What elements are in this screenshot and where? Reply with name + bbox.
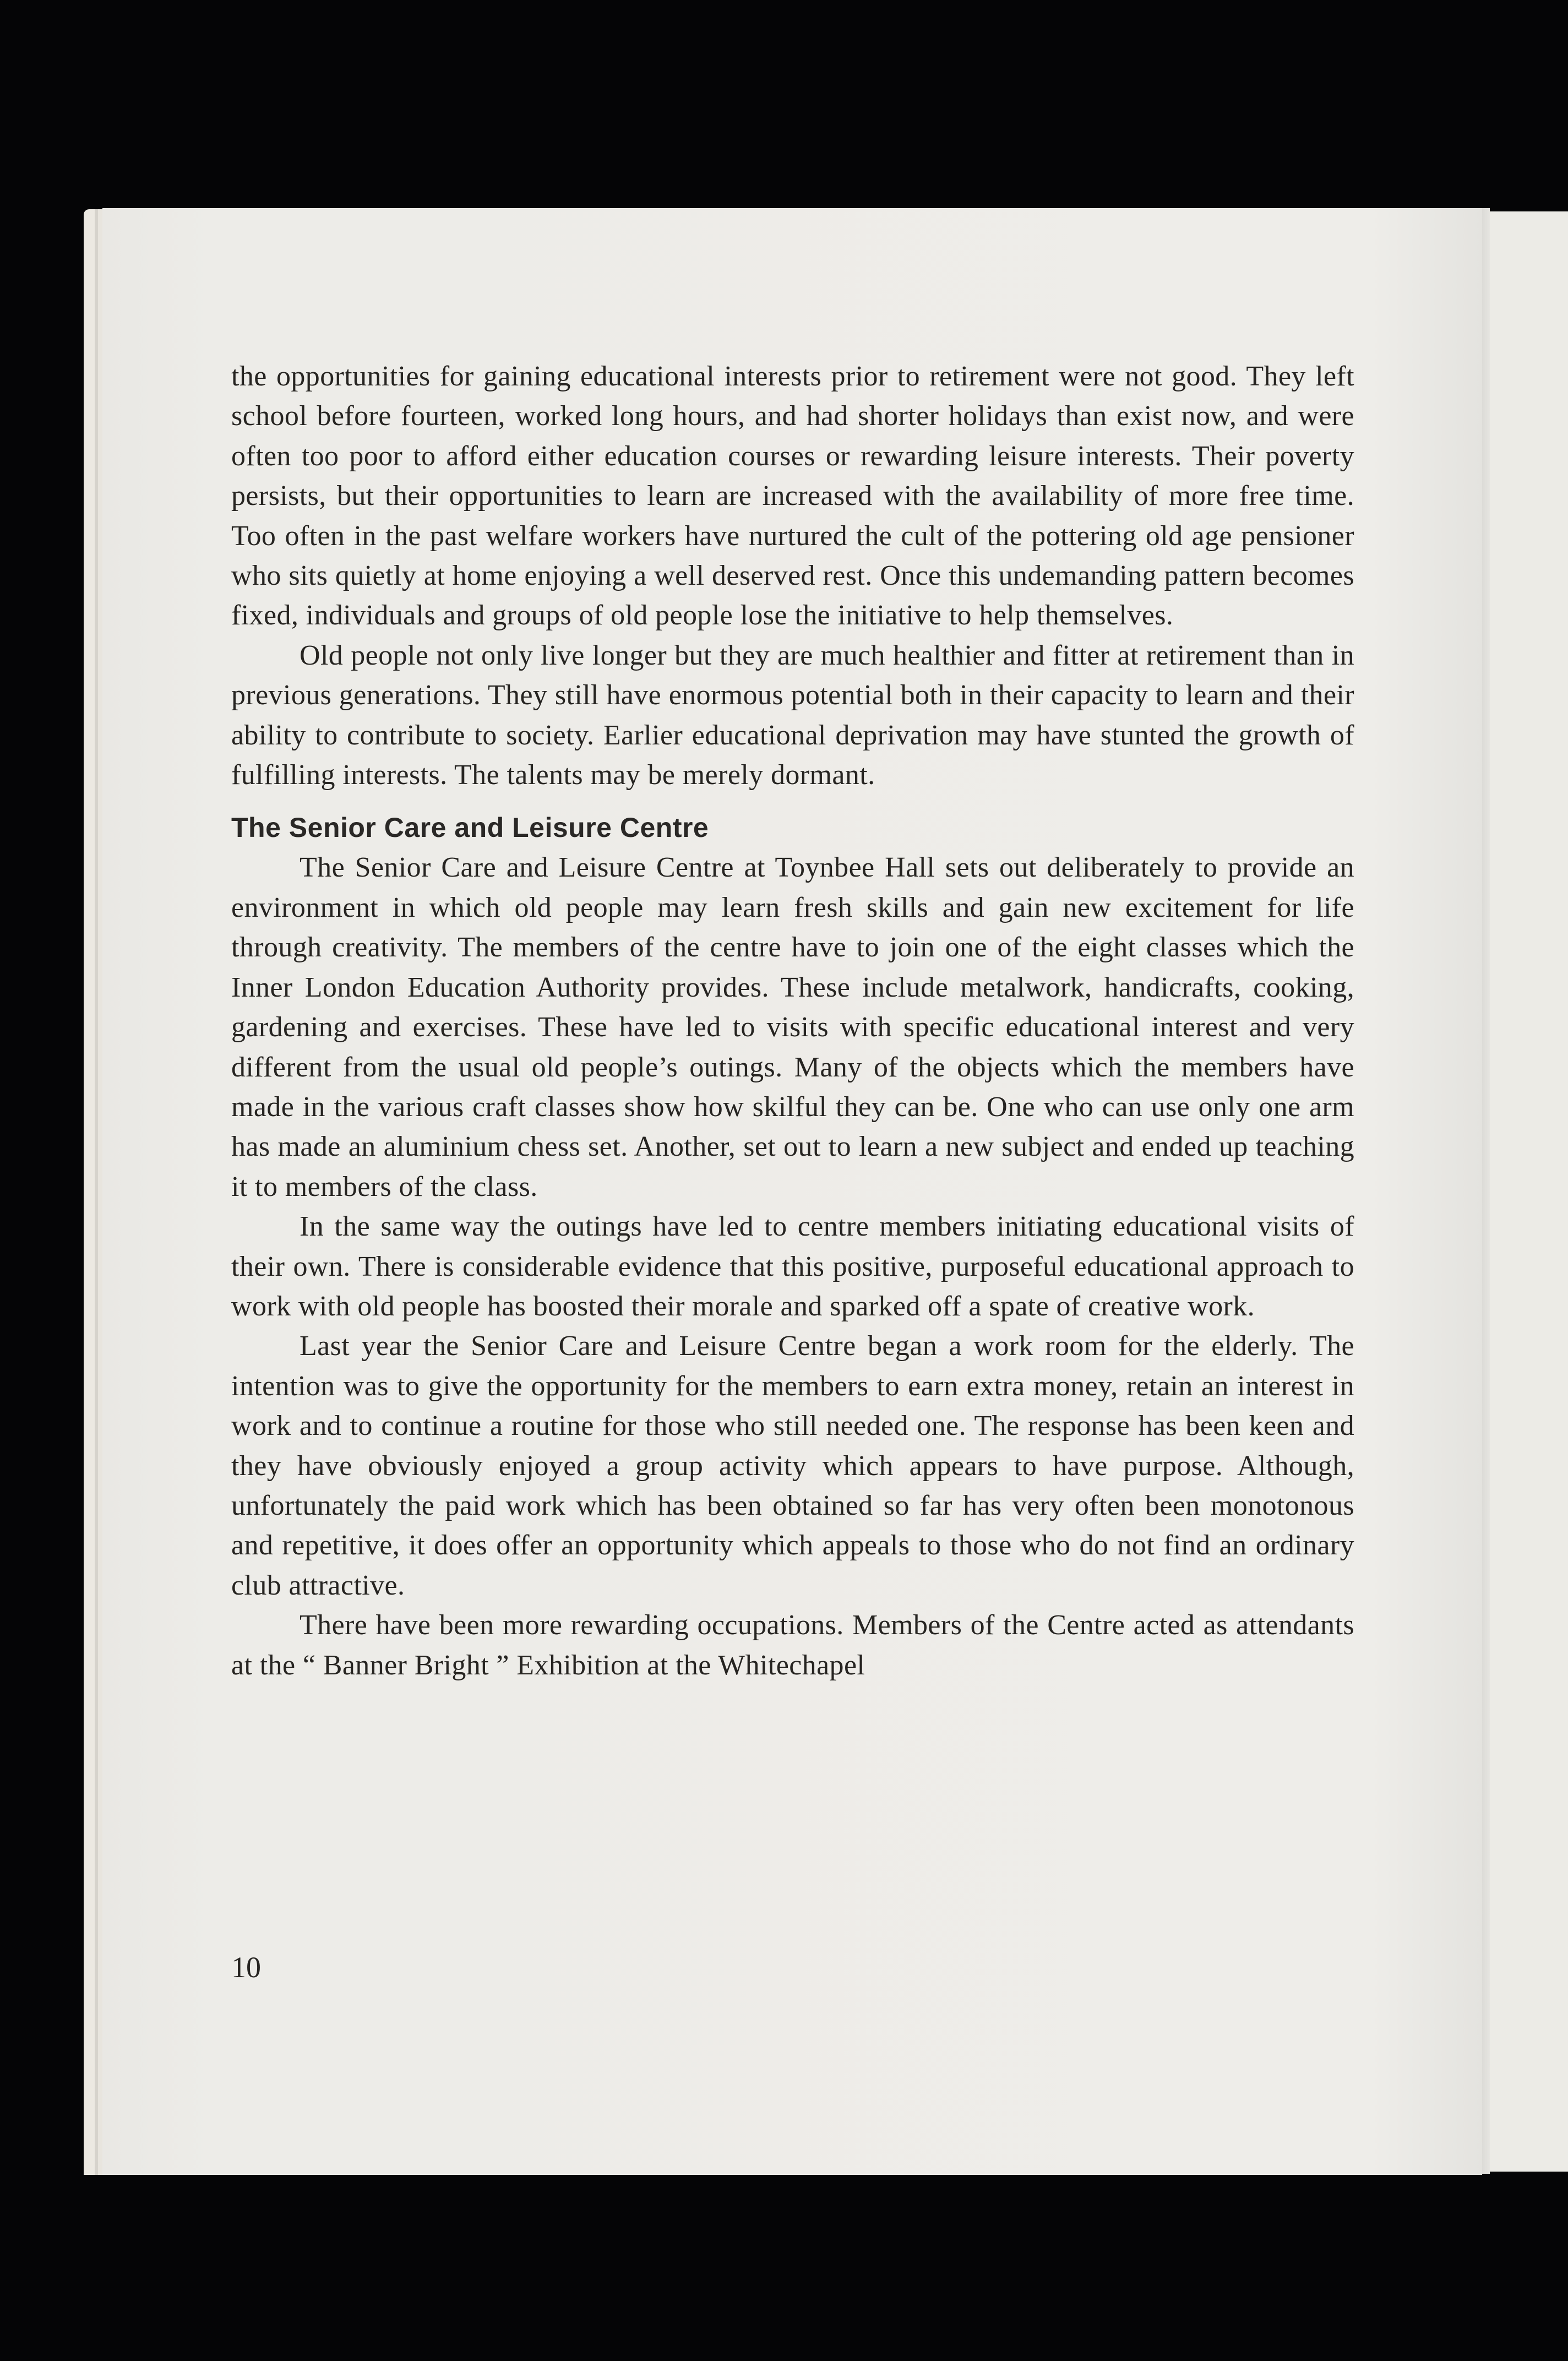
paragraph-3: The Senior Care and Leisure Centre at Toynbee Hall sets out deliberately to provide an environment in which old people may learn fresh skills and gain new excitement for life through creativity. The members of the centre have to join one of the eight classes which the Inner London Education Authority provides. These include metalwork, handicrafts, cooking, gardening and exercises. These have led to visits with specific educational interest and very different from the usual old people’s outings. Many of the objects which the members have made in the various craft classes show how skilful they can be. One who can use only one arm has made an aluminium chess set. Another, set out to learn a new subject and ended up teaching it to members of the class. <box>231 852 1354 1203</box>
section-heading: The Senior Care and Leisure Centre <box>231 812 709 844</box>
book-gutter <box>1482 208 1490 2174</box>
paragraph-6: There have been more rewarding occupations. Members of the Centre acted as attendants at the “ Banner Bright ” Exhibition at the Whitechapel <box>231 1609 1354 1681</box>
facing-page-edge <box>1490 211 1568 2172</box>
paragraph-1: the opportunities for gaining educational interests prior to retirement were not good. They left school before fourteen, worked long hours, and had shorter holidays than exist now, and were often too poor to afford either education courses or rewarding leisure interests. Their poverty persists, but their opportunities to learn are increased with the availability of more free time. Too often in the past welfare workers have nurtured the cult of the pottering old age pensioner who sits quietly at home enjoying a well deserved rest. Once this undemanding pattern becomes fixed, individuals and groups of old people lose the initiative to help themselves. <box>231 361 1354 632</box>
paragraph-5: Last year the Senior Care and Leisure Centre began a work room for the elderly. The intention was to give the opportunity for the members to earn extra money, retain an interest in work and to continue a routine for those who still needed one. The response has been keen and they have obviously enjoyed a group activity which appears to have purpose. Although, unfortunately the paid work which has been obtained so far has very often been monotonous and repetitive, it does offer an opportunity which appeals to those who do not find an ordinary club attractive. <box>231 1330 1354 1601</box>
page-body <box>231 357 1354 1685</box>
paragraph-4: In the same way the outings have led to centre members initiating educational visits of their own. There is considerable evidence that this positive, purposeful educational approach to work with old people has boosted their morale and sparked off a spate of creative work. <box>231 1211 1354 1322</box>
page-number: 10 <box>231 1951 261 1984</box>
paragraph-2: Old people not only live longer but they are much healthier and fitter at retirement than in previous generations. They still have enormous potential both in their capacity to learn and their ability to contribute to society. Earlier educational deprivation may have stunted the growth of fulfilling interests. The talents may be merely dormant. <box>231 639 1354 791</box>
